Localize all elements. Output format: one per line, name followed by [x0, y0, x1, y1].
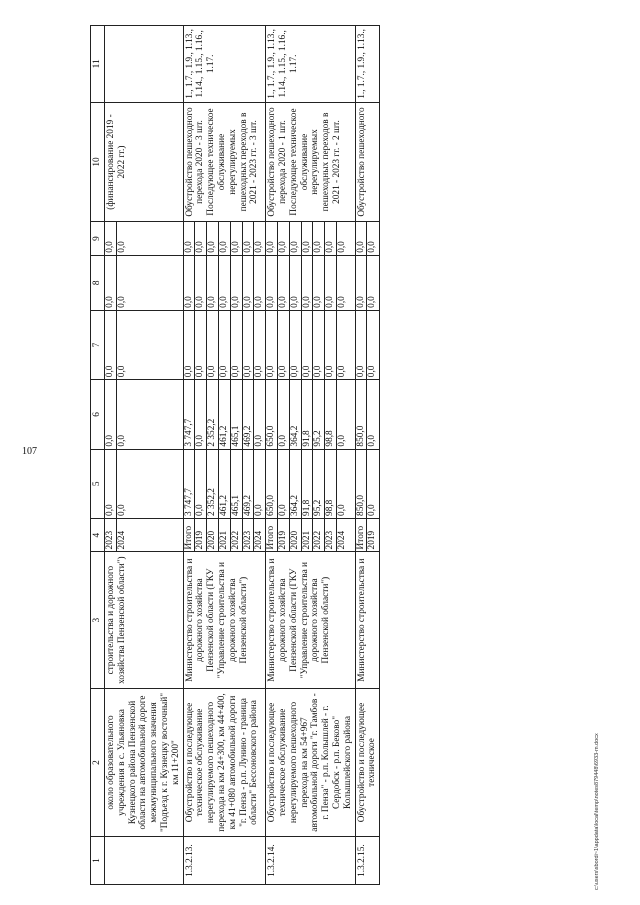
year-list-value: 2020 [207, 519, 219, 551]
federal-budget-value: 0,0 [302, 311, 314, 379]
local-budget-value: 0,0 [219, 256, 231, 310]
total-funding-value: 0,0 [116, 504, 127, 516]
local-budget-value: 0,0 [266, 256, 278, 310]
year-list-value: 2020 [290, 519, 302, 551]
total-funding-value: 0,0 [336, 504, 347, 516]
federal-budget-value: 0,0 [336, 365, 347, 378]
federal-budget-value: 0,0 [313, 311, 325, 379]
other-sources-value: 0,0 [356, 222, 368, 254]
other-sources-value: 0,0 [195, 222, 207, 254]
rotated-table-container [90, 25, 590, 885]
regional-budget-value: 3 747,7 [184, 380, 196, 448]
federal-budget-value: 0,0 [325, 311, 337, 379]
other-sources-value: 0,0 [336, 241, 347, 253]
table-row [105, 26, 184, 885]
year-list-value: 2023 [105, 519, 117, 551]
local-budget-value: 0,0 [254, 296, 265, 308]
other-sources-value: 0,0 [254, 241, 265, 253]
indicator-refs [105, 26, 184, 103]
total-funding-value: 0,0 [254, 504, 265, 516]
row-number: 1.3.2.15. [355, 837, 380, 885]
column-header-7: 7 [91, 310, 105, 379]
federal-budget-value: 0,0 [290, 311, 302, 379]
column-header-4: 4 [91, 518, 105, 551]
table-row [183, 26, 266, 885]
year-list-value: 2023 [325, 519, 337, 551]
total-funding-value: 364,2 [290, 450, 302, 518]
other-sources-value: 0,0 [184, 222, 196, 254]
regional-budget-value: 95,2 [313, 380, 325, 448]
local-budget [355, 255, 380, 310]
column-header-1: 1 [91, 837, 105, 885]
year-list-value: 2019 [367, 530, 378, 550]
total-funding-value: 95,2 [313, 450, 325, 518]
regional-budget-value: 850,0 [356, 380, 368, 448]
year-list-value: Итого [356, 519, 368, 551]
other-sources [355, 222, 380, 255]
total-funding-value: 98,8 [325, 450, 337, 518]
row-number [105, 837, 184, 885]
regional-budget-value: 364,2 [290, 380, 302, 448]
year-list-value: 2022 [231, 519, 243, 551]
federal-budget [183, 310, 266, 379]
regional-budget-value: 0,0 [367, 434, 378, 447]
local-budget-value: 0,0 [313, 256, 325, 310]
footer-file-path: c:\users\sbordi~1\appdata\local\temp\notes879448\6933-m.docx [594, 733, 600, 890]
local-budget-value: 0,0 [302, 256, 314, 310]
regional-budget-value: 98,8 [325, 380, 337, 448]
federal-budget [355, 310, 380, 379]
year-list [105, 518, 184, 551]
column-header-5: 5 [91, 449, 105, 518]
regional-budget-value: 465,1 [231, 380, 243, 448]
year-list-value: 2019 [195, 519, 207, 551]
regional-budget-value: 461,2 [219, 380, 231, 448]
local-budget [105, 255, 184, 310]
total-funding-value: 2 352,2 [207, 450, 219, 518]
indicator-refs: 1., 1.7., 1.9., 1.13., 1.14., 1.15., 1.16., 1.17. [183, 26, 266, 103]
regional-budget-value: 0,0 [278, 380, 290, 448]
regional-budget-value: 0,0 [254, 434, 265, 447]
federal-budget-value: 0,0 [243, 311, 255, 379]
total-funding-value: 0,0 [367, 504, 378, 516]
local-budget-value: 0,0 [231, 256, 243, 310]
year-list-value: 2023 [243, 519, 255, 551]
expected-result: Обустройство пешеходного [355, 102, 380, 222]
local-budget-value: 0,0 [290, 256, 302, 310]
regional-budget-value: 2 352,2 [207, 380, 219, 448]
local-budget [266, 255, 355, 310]
local-budget-value: 0,0 [325, 256, 337, 310]
regional-budget-value: 0,0 [116, 434, 127, 447]
other-sources-value: 0,0 [266, 222, 278, 254]
federal-budget-value: 0,0 [116, 365, 127, 378]
federal-budget-value: 0,0 [219, 311, 231, 379]
federal-budget-value: 0,0 [266, 311, 278, 379]
expected-result: (финансирование 2019 - 2022 гг.) [105, 102, 184, 222]
local-budget-value: 0,0 [195, 256, 207, 310]
total-funding [183, 449, 266, 518]
local-budget-value: 0,0 [367, 296, 378, 308]
local-budget-value: 0,0 [116, 296, 127, 308]
year-list-value: 2024 [336, 530, 347, 550]
page-number: 107 [22, 446, 37, 457]
total-funding-value: 0,0 [105, 450, 117, 518]
total-funding-value: 650,0 [266, 450, 278, 518]
local-budget-value: 0,0 [207, 256, 219, 310]
program-table [90, 25, 380, 885]
other-sources-value: 0,0 [367, 241, 378, 253]
total-funding [266, 449, 355, 518]
total-funding-value: 469,2 [243, 450, 255, 518]
year-list-value: 2019 [278, 519, 290, 551]
year-list-value: 2021 [219, 519, 231, 551]
measure-name: Обустройство и последующее техническое обслуживание нерегулируемого пешеходного перехода на км 24+300, км 44+400, км 41+080 автомобильной дороги "г. Пенза - р.п. Лунино - граница области" Бессоновского района [183, 688, 266, 836]
total-funding-value: 850,0 [356, 450, 368, 518]
table-row [266, 26, 355, 885]
executor: Министерство строительства и дорожного хозяйства Пензенской области (ГКУ "Управление строительства и дорожного хозяйства Пензенской области") [266, 552, 355, 688]
year-list [266, 518, 355, 551]
year-list-value: 2022 [313, 519, 325, 551]
other-sources [266, 222, 355, 255]
executor: строительства и дорожного хозяйства Пензенской области") [105, 552, 184, 688]
regional-budget-value: 0,0 [336, 434, 347, 447]
executor: Министерство строительства и [355, 552, 380, 688]
federal-budget-value: 0,0 [231, 311, 243, 379]
regional-budget-value: 0,0 [195, 380, 207, 448]
federal-budget-value: 0,0 [278, 311, 290, 379]
measure-name: Обустройство и последующее техническое обслуживание нерегулируемого пешеходного перехода на км 54+967 автомобильной дороги "г. Тамбов - г. Пенза" - р.п. Колышлей - г. Сердобск - р.п. Бековo" Колышлейского района [266, 688, 355, 836]
regional-budget [105, 380, 184, 449]
expected-result: Обустройство пешеходного перехода 2020 - 1 шт. Последующее техническое обслуживание нерегулируемых пешеходных переходов в 2021 - 2023 гг. - 2 шт. [266, 102, 355, 222]
local-budget-value: 0,0 [336, 296, 347, 308]
other-sources-value: 0,0 [313, 222, 325, 254]
local-budget-value: 0,0 [278, 256, 290, 310]
row-number: 1.3.2.13. [183, 837, 266, 885]
regional-budget-value: 0,0 [105, 380, 117, 448]
year-list-value: Итого [266, 519, 278, 551]
column-header-8: 8 [91, 255, 105, 310]
local-budget [183, 255, 266, 310]
federal-budget-value: 0,0 [195, 311, 207, 379]
other-sources-value: 0,0 [278, 222, 290, 254]
total-funding-value: 91,8 [302, 450, 314, 518]
federal-budget [266, 310, 355, 379]
total-funding-value: 465,1 [231, 450, 243, 518]
year-list-value: 2024 [254, 530, 265, 550]
year-list-value: 2024 [116, 530, 127, 550]
table-row [355, 26, 380, 885]
year-list [183, 518, 266, 551]
local-budget-value: 0,0 [356, 256, 368, 310]
federal-budget-value: 0,0 [184, 311, 196, 379]
federal-budget-value: 0,0 [207, 311, 219, 379]
other-sources-value: 0,0 [302, 222, 314, 254]
total-funding-value: 461,2 [219, 450, 231, 518]
column-header-10: 10 [91, 102, 105, 222]
other-sources [183, 222, 266, 255]
column-header-3: 3 [91, 552, 105, 688]
local-budget-value: 0,0 [243, 256, 255, 310]
regional-budget-value: 91,8 [302, 380, 314, 448]
other-sources-value: 0,0 [116, 241, 127, 253]
measure-name: Обустройство и последующее техническое [355, 688, 380, 836]
regional-budget-value: 650,0 [266, 380, 278, 448]
column-header-11: 11 [91, 26, 105, 103]
total-funding-value: 0,0 [278, 450, 290, 518]
measure-name: около образовательного учреждения в с. Ульяновка Кузнецкого района Пензенской области на автомобильной дороге межмуниципального значения "Подъезд к г. Кузнецку восточный" км 11+200" [105, 688, 184, 836]
column-header-9: 9 [91, 222, 105, 255]
total-funding [105, 449, 184, 518]
regional-budget-value: 469,2 [243, 380, 255, 448]
row-number: 1.3.2.14. [266, 837, 355, 885]
regional-budget [183, 380, 266, 449]
expected-result: Обустройство пешеходного перехода 2020 - 3 шт. Последующее техническое обслуживание нерегулируемых пешеходных переходов в 2021 - 2023 гг. - 3 шт. [183, 102, 266, 222]
federal-budget-value: 0,0 [105, 311, 117, 379]
federal-budget [105, 310, 184, 379]
other-sources-value: 0,0 [290, 222, 302, 254]
indicator-refs: 1., 1.7., 1.9., 1.13., [355, 26, 380, 103]
regional-budget [355, 380, 380, 449]
other-sources-value: 0,0 [219, 222, 231, 254]
year-list [355, 518, 380, 551]
column-header-2: 2 [91, 688, 105, 836]
local-budget-value: 0,0 [105, 256, 117, 310]
column-number-row [91, 26, 105, 885]
total-funding [355, 449, 380, 518]
federal-budget-value: 0,0 [367, 365, 378, 378]
other-sources-value: 0,0 [325, 222, 337, 254]
other-sources-value: 0,0 [207, 222, 219, 254]
local-budget-value: 0,0 [184, 256, 196, 310]
other-sources-value: 0,0 [243, 222, 255, 254]
year-list-value: Итого [184, 519, 196, 551]
other-sources-value: 0,0 [105, 222, 117, 254]
other-sources [105, 222, 184, 255]
indicator-refs: 1., 1.7., 1.9., 1.13., 1.14., 1.15., 1.16., 1.17. [266, 26, 355, 103]
year-list-value: 2021 [302, 519, 314, 551]
total-funding-value: 0,0 [195, 450, 207, 518]
column-header-6: 6 [91, 380, 105, 449]
other-sources-value: 0,0 [231, 222, 243, 254]
federal-budget-value: 0,0 [356, 311, 368, 379]
federal-budget-value: 0,0 [254, 365, 265, 378]
executor: Министерство строительства и дорожного хозяйства Пензенской области (ГКУ "Управление строительства и дорожного хозяйства Пензенской области") [183, 552, 266, 688]
total-funding-value: 3 747,7 [184, 450, 196, 518]
regional-budget [266, 380, 355, 449]
